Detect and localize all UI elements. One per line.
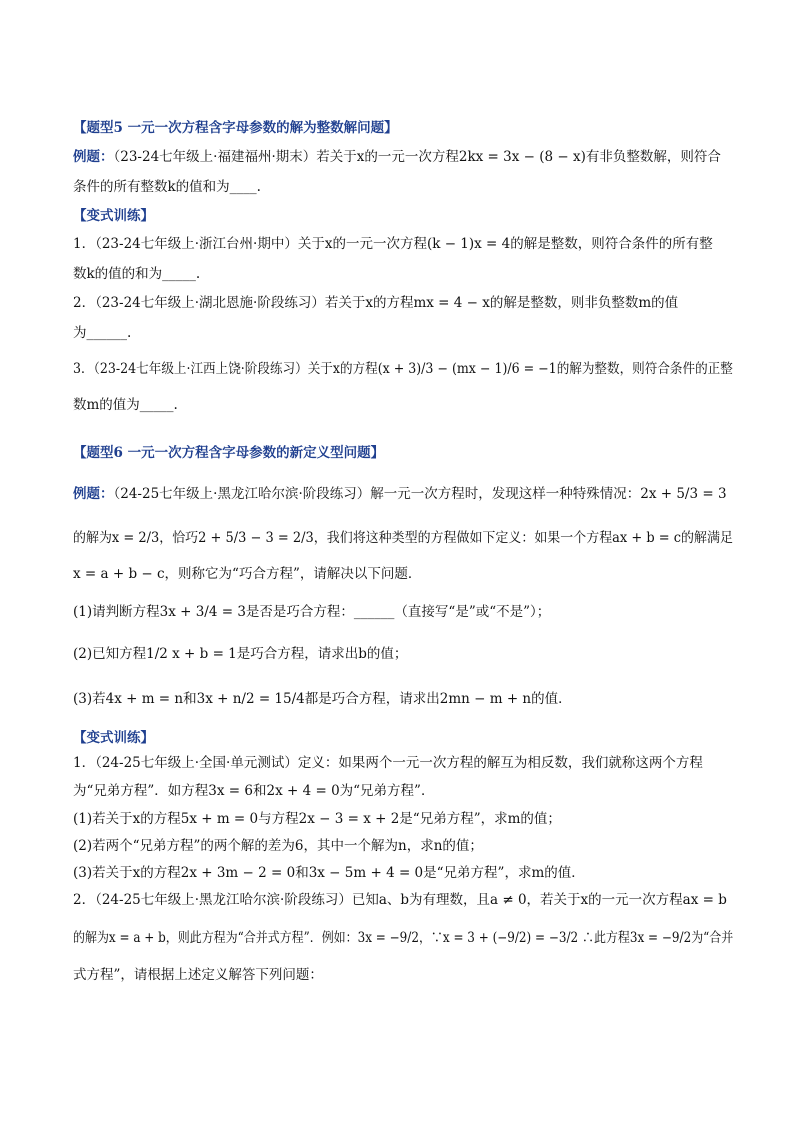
example-text: （24-25七年级上·黑龙江哈尔滨·阶段练习）解一元一次方程时，发现这样一种特殊情况：2x + 5/3 = 3: [113, 486, 727, 502]
s5-problem3-line1: 3．（23-24七年级上·江西上饶·阶段练习）关于x的方程(x + 3)/3 − (mx − 1)/6 = −1的解为整数，则符合条件的正整: [73, 361, 733, 377]
section5-example-line2: 条件的所有整数k的值和为____.: [73, 179, 261, 195]
example-text: （23-24七年级上·福建福州·期末）若关于x的一元一次方程2kx = 3x − (8 − x)有非负整数解，则符合: [113, 149, 721, 165]
s5-problem2-line2: 为______.: [73, 325, 132, 341]
s6-p1-q1: (1)若关于x的方程5x + m = 0与方程2x − 3 = x + 2是“兄弟方程”，求m的值；: [73, 811, 561, 827]
section5-example-line1: [73, 146, 733, 168]
example-label: 例题：: [73, 149, 114, 165]
s5-problem1-line1: 1．（23-24七年级上·浙江台州·期中）关于x的一元一次方程(k − 1)x = 4的解是整数，则符合条件的所有整: [73, 236, 713, 252]
section5-practice-label: 【变式训练】: [73, 208, 154, 224]
example-label: 例题：: [73, 486, 114, 502]
s6-p1-q2: (2)若两个“兄弟方程”的两个解的差为6，其中一个解为n，求n的值；: [73, 838, 483, 854]
s5-problem2-line1: 2．（23-24七年级上·湖北恩施·阶段练习）若关于x的方程mx = 4 − x的解是整数，则非负整数m的值: [73, 295, 679, 311]
s6-example-q3: (3)若4x + m = n和3x + n/2 = 15/4都是巧合方程，请求出2mn − m + n的值．: [73, 691, 572, 707]
section6-example-line2: 的解为x = 2/3，恰巧2 + 5/3 − 3 = 2/3，我们将这种类型的方程做如下定义：如果一个方程ax + b = c的解满足: [73, 530, 733, 546]
s6-example-q2: (2)已知方程1/2 x + b = 1是巧合方程，请求出b的值；: [73, 646, 408, 662]
s6-example-q1: (1)请判断方程3x + 3/4 = 3是否是巧合方程：______（直接写“是”或“不是”）；: [73, 604, 551, 620]
s5-problem1-line2: 数k的值的和为_____.: [73, 266, 201, 282]
s6-p1-q3: (3)若关于x的方程2x + 3m − 2 = 0和3x − 5m + 4 = 0是“兄弟方程”，求m的值．: [73, 865, 585, 881]
s6-p2-line1: 2．（24-25七年级上·黑龙江哈尔滨·阶段练习）已知a、b为有理数，且a ≠ 0，若关于x的一元一次方程ax = b: [73, 892, 727, 908]
s5-problem3-line2: 数m的值为_____.: [73, 397, 178, 413]
s6-p1-line2: 为“兄弟方程”．如方程3x = 6和2x + 4 = 0为“兄弟方程”．: [73, 783, 435, 799]
section6-practice-label: 【变式训练】: [73, 730, 154, 746]
section6-example-line1: [73, 483, 733, 505]
s6-p2-line3: 式方程”，请根据上述定义解答下列问题：: [73, 967, 323, 983]
s6-p1-line1: 1．（24-25七年级上·全国·单元测试）定义：如果两个一元一次方程的解互为相反数，我们就称这两个方程: [73, 755, 703, 771]
s6-p2-line2: 的解为x = a + b，则此方程为“合并式方程”．例如：3x = −9/2，∵x = 3 + (−9/2) = −3/2 ∴此方程3x = −9/2为“合并: [73, 930, 734, 946]
section6-example-line3: x = a + b − c，则称它为“巧合方程”，请解决以下问题．: [73, 566, 422, 582]
section6-heading: 【题型6 一元一次方程含字母参数的新定义型问题】: [73, 445, 385, 461]
section5-heading: 【题型5 一元一次方程含字母参数的解为整数解问题】: [73, 120, 398, 136]
